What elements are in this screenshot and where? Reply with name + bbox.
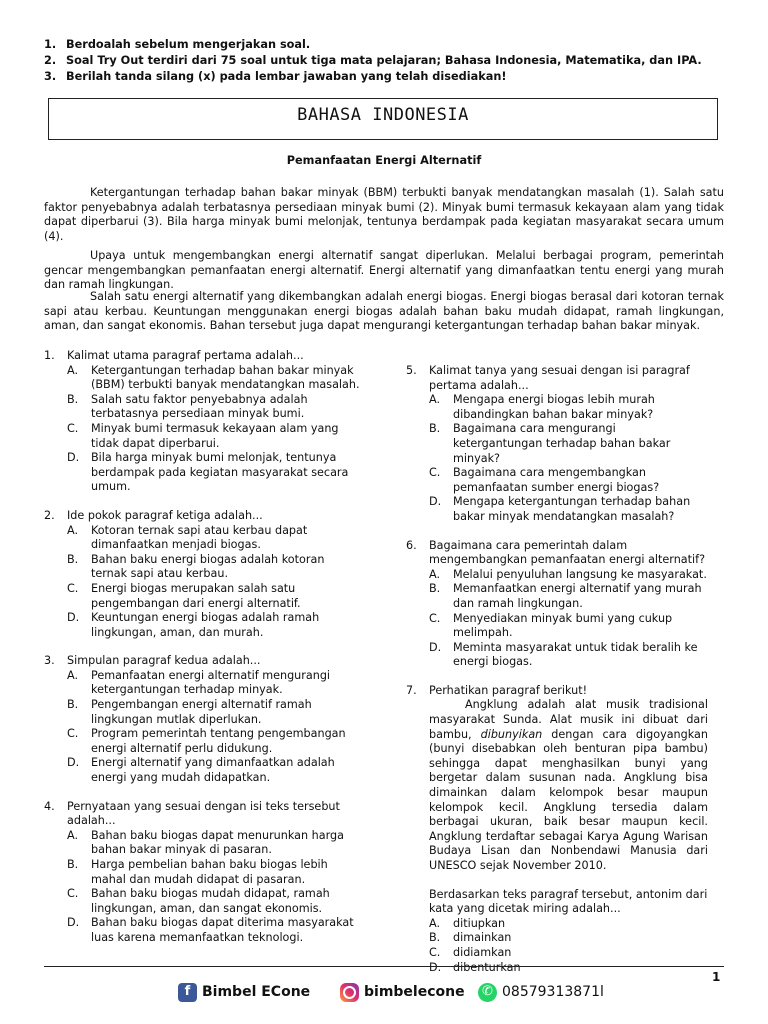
question-4: 4. Pernyataan yang sesuai dengan isi teks tersebut adalah... A. Bahan baku biogas dapat menurunkan harga bahan bakar minyak di pasaran. B. Harga pembelian bahan baku biogas lebih mahal dan mudah didapat di pasaran. C. Bahan baku biogas mudah didapat, ramah lingkungan, aman, dan sangat ekonomis. D. Bahan baku biogas dapat diterima masyarakat luas karena memanfaatkan teknologi. (44, 800, 364, 946)
option-a[interactable]: A. Ketergantungan terhadap bahan bakar minyak (BBM) terbukti banyak mendatangkan masalah. (67, 363, 360, 392)
facebook-handle: Bimbel ECone (202, 984, 311, 1001)
option-b[interactable]: B. Harga pembelian bahan baku biogas lebih mahal dan mudah didapat di pasaran. (67, 858, 328, 886)
option-b[interactable]: B. Memanfaatkan energi alternatif yang murah dan ramah lingkungan. (429, 582, 702, 610)
question-5: 5. Kalimat tanya yang sesuai dengan isi paragraf pertama adalah... A. Mengapa energi biogas lebih murah dibandingkan bahan bakar minyak? B. Bagaimana cara mengurangi ketergantungan terhadap bahan bakar minyak? C. Bagaimana cara mengembangkan pemanfaatan sumber energi biogas? D. Mengapa ketergantungan terhadap bahan bakar minyak mendatangkan masalah? (406, 364, 708, 525)
option-c[interactable]: C. Menyediakan minyak bumi yang cukup melimpah. (429, 611, 673, 640)
section-title-box (48, 98, 718, 140)
question-1: 1. Kalimat utama paragraf pertama adalah... A. Ketergantungan terhadap bahan bakar minyak (BBM) terbukti banyak mendatangkan masalah. B. Salah satu faktor penyebabnya adalah terbatasnya persediaan minyak bumi. C. Minyak bumi termasuk kekayaan alam yang tidak dapat diperbarui. D. Bila harga minyak bumi melonjak, tentunya berdampak pada kegiatan masyarakat secara umum. (44, 349, 364, 495)
option-a[interactable]: A. Mengapa energi biogas lebih murah dibandingkan bahan bakar minyak? (429, 393, 655, 421)
footer-whatsapp[interactable] (478, 983, 604, 1002)
option-a[interactable]: A. Kotoran ternak sapi atau kerbau dapat dimanfaatkan menjadi biogas. (67, 523, 308, 552)
option-c[interactable]: C. didiamkan (429, 945, 512, 959)
instruction-text: Berilah tanda silang (x) pada lembar jawaban yang telah disediakan! (66, 70, 507, 83)
option-a[interactable]: A. Pemanfaatan energi alternatif mengurangi ketergantungan terhadap minyak. (67, 668, 331, 697)
option-c[interactable]: C. Program pemerintah tentang pengembangan energi alternatif perlu didukung. (67, 727, 346, 755)
instruction-text: Soal Try Out terdiri dari 75 soal untuk tiga mata pelajaran; Bahasa Indonesia, Matematika, dan IPA. (66, 54, 702, 67)
option-d[interactable]: D. Energi alternatif yang dimanfaatkan adalah energi yang mudah didapatkan. (67, 756, 335, 785)
option-a[interactable]: A. Melalui penyuluhan langsung ke masyarakat. (429, 567, 707, 581)
option-d[interactable]: D. Meminta masyarakat untuk tidak beralih ke energi biogas. (429, 640, 698, 669)
instagram-handle: bimbelecone (364, 984, 465, 1001)
questions-right-column (406, 364, 708, 989)
question-7-prompt: Berdasarkan teks paragraf tersebut, antonim dari kata yang dicetak miring adalah... (429, 887, 708, 916)
facebook-icon: f (178, 983, 197, 1002)
whatsapp-icon: ✆ (478, 983, 497, 1002)
footer-instagram[interactable] (340, 983, 465, 1002)
whatsapp-number: 08579313871l (502, 984, 604, 1001)
option-b[interactable]: B. Salah satu faktor penyebabnya adalah terbatasnya persediaan minyak bumi. (67, 392, 308, 421)
footer-divider (44, 966, 724, 967)
option-c[interactable]: C. Bahan baku biogas mudah didapat, ramah lingkungan, aman, dan sangat ekonomis. (67, 887, 330, 915)
instruction-item (44, 54, 734, 70)
footer-facebook[interactable] (178, 983, 310, 1002)
passage-title: Pemanfaatan Energi Alternatif (286, 154, 482, 167)
paragraph-2: Upaya untuk mengembangkan energi alternatif sangat diperlukan. Melalui berbagai program, pemerintah gencar mengembangkan pemanfaatan energi alternatif. Energi alternatif yang dimanfaatkan tentu energi yang murah dan ramah lingkungan. (44, 249, 724, 292)
option-c[interactable]: C. Bagaimana cara mengembangkan pemanfaatan sumber energi biogas? (429, 466, 660, 494)
paragraph-1: Ketergantungan terhadap bahan bakar minyak (BBM) terbukti banyak mendatangkan masalah (1). Salah satu faktor penyebabnya adalah terbatasnya persediaan minyak bumi (2). Minyak bumi termasuk kekayaan alam yang tidak dapat diperbarui (3). Bila harga minyak bumi melonjak, tentunya berdampak pada kegiatan masyarakat secara umum (4). (44, 186, 724, 243)
question-6: 6. Bagaimana cara pemerintah dalam mengembangkan pemanfaatan energi alternatif? A. Melalui penyuluhan langsung ke masyarakat. B. Memanfaatkan energi alternatif yang murah dan ramah lingkungan. C. Menyediakan minyak bumi yang cukup melimpah. D. Meminta masyarakat untuk tidak beralih ke energi biogas. (406, 538, 707, 669)
italic-word: dibunyikan (480, 727, 543, 741)
option-d[interactable]: D. Mengapa ketergantungan terhadap bahan bakar minyak mendatangkan masalah? (429, 495, 691, 523)
page-number: 1 (712, 970, 721, 984)
instruction-number: 3. (44, 70, 57, 83)
section-title: BAHASA INDONESIA (297, 105, 469, 125)
option-d[interactable]: D. Keuntungan energi biogas adalah ramah lingkungan, aman, dan murah. (67, 611, 320, 639)
instruction-item (44, 38, 734, 54)
question-7: 7. Perhatikan paragraf berikut! Angklung adalah alat musik tradisional masyarakat Sunda. Alat musik ini dibuat dari bambu, dibunyikan dengan cara digoyangkan (bunyi disebabkan oleh benturan pipa bambu) sehingga dapat menghasilkan bunyi yang bergetar dalam susunan nada. Angklung bisa dimainkan dalam kelompok besar maupun kelompok kecil. Angklung tersedia dalam berbagai ukuran, baik besar maupun kecil. Angklung terdaftar sebagai Karya Agung Warisan Budaya Lisan dan Nonbendawi Manusia dari UNESCO sejak November 2010. Berdasarkan teks paragraf tersebut, antonim dari kata yang dicetak miring adalah... A. ditiupkan B. dimainkan C. didiamkan D. dibenturkan (406, 683, 708, 974)
instruction-text: Berdoalah sebelum mengerjakan soal. (66, 38, 311, 51)
footer (0, 983, 768, 1005)
instruction-list (44, 38, 734, 86)
instruction-item (44, 70, 734, 86)
option-b[interactable]: B. Bahan baku energi biogas adalah kotoran ternak sapi atau kerbau. (67, 552, 325, 581)
option-c[interactable]: C. Minyak bumi termasuk kekayaan alam yang tidak dapat diperbarui. (67, 421, 339, 450)
option-d[interactable]: D. Bahan baku biogas dapat diterima masyarakat luas karena memanfaatkan teknologi. (67, 916, 354, 944)
option-b[interactable]: B. dimainkan (429, 931, 512, 945)
paragraph-3: Salah satu energi alternatif yang dikembangkan adalah energi biogas. Energi biogas berasal dari kotoran ternak sapi atau kerbau. Keuntungan menggunakan energi biogas adalah bahan baku mudah didapat, ramah lingkungan, aman, dan sangat ekonomis. Bahan tersebut juga dapat mengurangi ketergantungan terhadap bahan bakar minyak. (44, 290, 724, 333)
question-3: 3. Simpulan paragraf kedua adalah... A. Pemanfaatan energi alternatif mengurangi ketergantungan terhadap minyak. B. Pengembangan energi alternatif ramah lingkungan mutlak diperlukan. C. Program pemerintah tentang pengembangan energi alternatif perlu didukung. D. Energi alternatif yang dimanfaatkan adalah energi yang mudah didapatkan. (44, 654, 364, 785)
option-a[interactable]: A. ditiupkan (429, 916, 506, 930)
question-2: 2. Ide pokok paragraf ketiga adalah... A. Kotoran ternak sapi atau kerbau dapat dimanfaatkan menjadi biogas. B. Bahan baku energi biogas adalah kotoran ternak sapi atau kerbau. C. Energi biogas merupakan salah satu pengembangan dari energi alternatif. D. Keuntungan energi biogas adalah ramah lingkungan, aman, dan murah. (44, 509, 364, 640)
option-d[interactable]: D. dibenturkan (429, 960, 521, 974)
angklung-paragraph: Angklung adalah alat musik tradisional masyarakat Sunda. Alat musik ini dibuat dari bambu, dibunyikan dengan cara digoyangkan (bunyi disebabkan oleh benturan pipa bambu) sehingga dapat menghasilkan bunyi yang bergetar dalam susunan nada. Angklung bisa dimainkan dalam kelompok besar maupun kelompok kecil. Angklung tersedia dalam berbagai ukuran, baik besar maupun kecil. Angklung terdaftar sebagai Karya Agung Warisan Budaya Lisan dan Nonbendawi Manusia dari UNESCO sejak November 2010. (429, 698, 708, 872)
instruction-number: 2. (44, 54, 57, 67)
instruction-number: 1. (44, 38, 57, 51)
instagram-icon (340, 983, 359, 1002)
option-c[interactable]: C. Energi biogas merupakan salah satu pengembangan dari energi alternatif. (67, 581, 301, 610)
option-b[interactable]: B. Bagaimana cara mengurangi ketergantungan terhadap bahan bakar minyak? (429, 422, 671, 465)
option-b[interactable]: B. Pengembangan energi alternatif ramah lingkungan mutlak diperlukan. (67, 698, 312, 726)
option-d[interactable]: D. Bila harga minyak bumi melonjak, tentunya berdampak pada kegiatan masyarakat secara umum. (67, 451, 349, 494)
questions-left-column (44, 349, 364, 960)
option-a[interactable]: A. Bahan baku biogas dapat menurunkan harga bahan bakar minyak di pasaran. (67, 828, 344, 857)
